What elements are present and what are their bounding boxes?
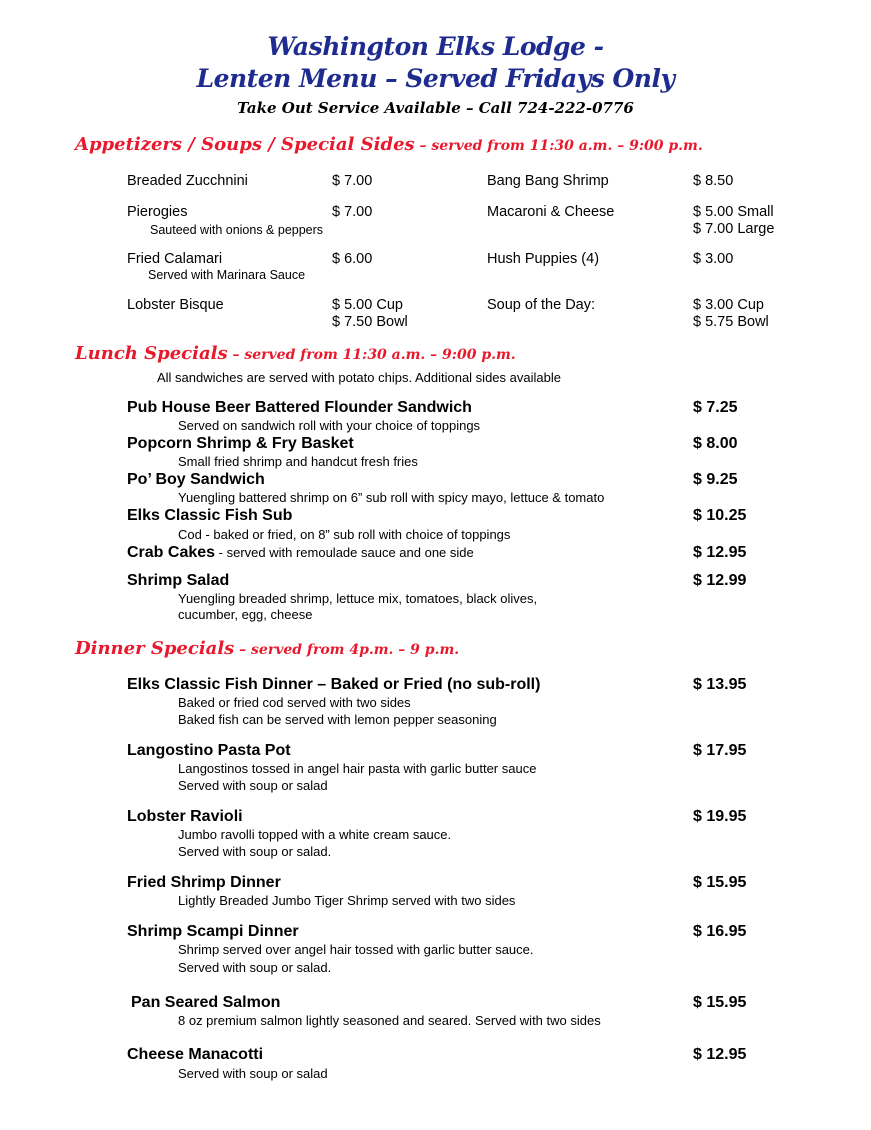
appetizer-name: Fried Calamari	[127, 251, 223, 267]
appetizer-price: $ 7.00	[332, 204, 373, 220]
appetizer-name: Hush Puppies (4)	[487, 251, 600, 267]
lunch-item-description: Yuengling breaded shrimp, lettuce mix, tomatoes, black olives,	[178, 591, 538, 606]
lunch-item-description: Small fried shrimp and handcut fresh fries	[178, 454, 418, 469]
appetizer-price: $ 5.00 Cup	[332, 297, 403, 313]
dinner-item-description: Served with soup or salad	[178, 1066, 328, 1081]
dinner-item-description: Baked fish can be served with lemon pepper seasoning	[178, 712, 497, 727]
dinner-item-description: Lightly Breaded Jumbo Tiger Shrimp served with two sides	[178, 893, 516, 908]
lunch-item-name: Popcorn Shrimp & Fry Basket	[127, 435, 354, 452]
dinner-item-name: Elks Classic Fish Dinner – Baked or Fried (no sub-roll)	[127, 676, 541, 693]
dinner-item-name: Langostino Pasta Pot	[127, 742, 291, 759]
appetizer-name: Macaroni & Cheese	[487, 204, 615, 220]
lunch-item-price: $ 12.99	[693, 572, 747, 589]
dinner-item-price: $ 16.95	[693, 923, 747, 940]
dinner-item-name: Cheese Manacotti	[127, 1046, 264, 1063]
appetizer-price: $ 3.00	[693, 251, 734, 267]
dinner-item-description: Served with soup or salad.	[178, 844, 332, 859]
appetizer-name: Breaded Zucchnini	[127, 173, 248, 189]
dinner-item-description: 8 oz premium salmon lightly seasoned and seared. Served with two sides	[178, 1013, 601, 1028]
lunch-section-title: Lunch Specials – served from 11:30 a.m. – 9:00 p.m.	[75, 343, 516, 364]
appetizer-name: Bang Bang Shrimp	[487, 173, 609, 189]
appetizer-price: $ 8.50	[693, 173, 734, 189]
dinner-item-price: $ 15.95	[693, 874, 747, 891]
menu-title-line2: Lenten Menu – Served Fridays Only	[196, 64, 675, 93]
appetizer-name: Pierogies	[127, 204, 188, 220]
dinner-item-name: Shrimp Scampi Dinner	[127, 923, 299, 940]
dinner-section-title: Dinner Specials – served from 4p.m. – 9 p.m.	[75, 638, 460, 659]
appetizer-price: $ 5.00 Small	[693, 204, 774, 220]
dinner-item-name: Pan Seared Salmon	[131, 994, 281, 1011]
dinner-item-price: $ 12.95	[693, 1046, 747, 1063]
lunch-item-price: $ 12.95	[693, 544, 747, 561]
lunch-item-description: Cod - baked or fried, on 8” sub roll with choice of toppings	[178, 527, 511, 542]
dinner-item-description: Shrimp served over angel hair tossed with garlic butter sauce.	[178, 942, 534, 957]
lunch-item-price: $ 9.25	[693, 471, 738, 488]
lunch-item-price: $ 7.25	[693, 399, 738, 416]
appetizer-price: $ 7.00	[332, 173, 373, 189]
dinner-item-description: Served with soup or salad	[178, 778, 328, 793]
dinner-item-description: Served with soup or salad.	[178, 960, 332, 975]
appetizer-price: $ 7.50 Bowl	[332, 314, 408, 330]
appetizer-description: Sauteed with onions & peppers	[150, 223, 324, 237]
lunch-item-name: Crab Cakes - served with remoulade sauce and one side	[127, 544, 474, 561]
lunch-item-name: Pub House Beer Battered Flounder Sandwich	[127, 399, 472, 416]
dinner-item-price: $ 15.95	[693, 994, 747, 1011]
lunch-item-description: Yuengling battered shrimp on 6” sub roll with spicy mayo, lettuce & tomato	[178, 490, 605, 505]
lunch-item-description: Served on sandwich roll with your choice of toppings	[178, 418, 481, 433]
lunch-intro: All sandwiches are served with potato chips. Additional sides available	[157, 370, 561, 385]
appetizer-price: $ 3.00 Cup	[693, 297, 764, 313]
appetizer-price: $ 5.75 Bowl	[693, 314, 769, 330]
lunch-item-name: Shrimp Salad	[127, 572, 230, 589]
lunch-item-name: Po’ Boy Sandwich	[127, 471, 265, 488]
menu-title-line1: Washington Elks Lodge -	[267, 32, 604, 61]
lunch-item-price: $ 10.25	[693, 507, 747, 524]
dinner-item-description: Langostinos tossed in angel hair pasta with garlic butter sauce	[178, 761, 537, 776]
appetizers-section-title: Appetizers / Soups / Special Sides – served from 11:30 a.m. – 9:00 p.m.	[75, 134, 703, 155]
dinner-item-description: Jumbo ravolli topped with a white cream sauce.	[178, 827, 452, 842]
lunch-item-description: cucumber, egg, cheese	[178, 607, 313, 622]
dinner-item-name: Fried Shrimp Dinner	[127, 874, 281, 891]
appetizer-price: $ 6.00	[332, 251, 373, 267]
lunch-item-description: - served with remoulade sauce and one side	[215, 545, 474, 560]
lunch-item-price: $ 8.00	[693, 435, 738, 452]
dinner-item-price: $ 17.95	[693, 742, 747, 759]
appetizer-name: Lobster Bisque	[127, 297, 224, 313]
appetizer-price: $ 7.00 Large	[693, 221, 775, 237]
lunch-item-name: Elks Classic Fish Sub	[127, 507, 293, 524]
dinner-item-name: Lobster Ravioli	[127, 808, 243, 825]
appetizer-description: Served with Marinara Sauce	[148, 268, 306, 282]
dinner-item-price: $ 13.95	[693, 676, 747, 693]
appetizer-name: Soup of the Day:	[487, 297, 596, 313]
takeout-info: Take Out Service Available – Call 724-222-0776	[237, 99, 634, 117]
dinner-item-description: Baked or fried cod served with two sides	[178, 695, 411, 710]
dinner-item-price: $ 19.95	[693, 808, 747, 825]
